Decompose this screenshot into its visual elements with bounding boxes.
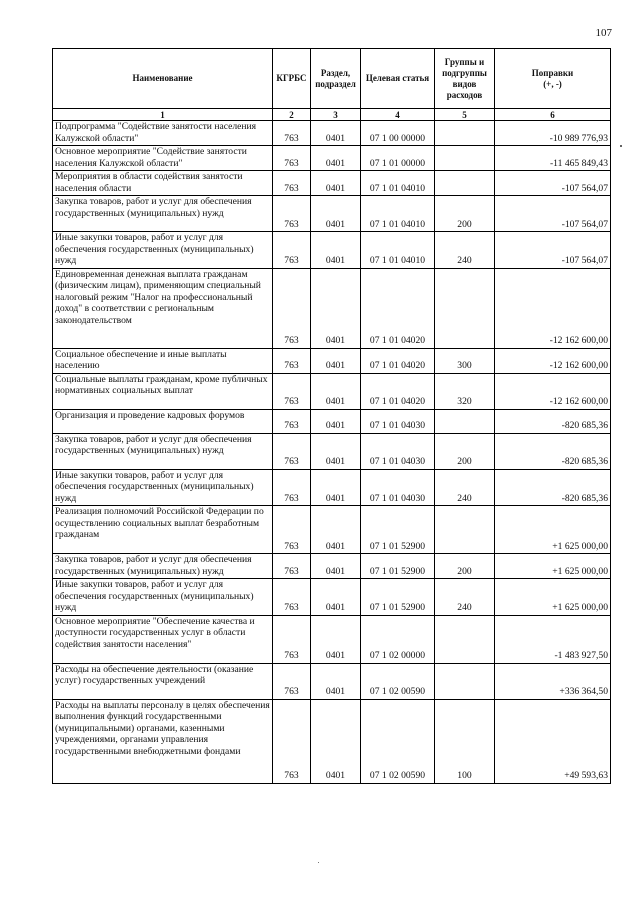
row-kgrbs: 763: [273, 579, 311, 616]
row-section: 0401: [311, 121, 361, 146]
table-row: [53, 433, 611, 469]
row-group: 200: [435, 433, 495, 469]
row-group: [435, 409, 495, 433]
table-row: [53, 171, 611, 196]
row-name: Социальное обеспечение и иные выплаты населению: [53, 348, 273, 373]
header-section: Раздел, подраздел: [311, 49, 361, 109]
row-kgrbs: 763: [273, 171, 311, 196]
row-section: 0401: [311, 348, 361, 373]
table-row: [53, 373, 611, 409]
row-group: 320: [435, 373, 495, 409]
row-amount: -12 162 600,00: [495, 348, 611, 373]
row-group: [435, 663, 495, 699]
column-index: 4: [361, 109, 435, 121]
row-target: 07 1 01 04020: [361, 268, 435, 348]
row-amount: -820 685,36: [495, 433, 611, 469]
header-amount: Поправки (+, -): [495, 49, 611, 109]
row-group: [435, 171, 495, 196]
row-name: Иные закупки товаров, работ и услуг для обеспечения государственных (муниципальных) нужд: [53, 232, 273, 269]
row-section: 0401: [311, 409, 361, 433]
row-target: 07 1 01 04010: [361, 171, 435, 196]
row-section: 0401: [311, 433, 361, 469]
row-section: 0401: [311, 469, 361, 506]
row-kgrbs: 763: [273, 554, 311, 579]
row-amount: -11 465 849,43: [495, 146, 611, 171]
row-target: 07 1 02 00590: [361, 699, 435, 783]
row-name: Иные закупки товаров, работ и услуг для обеспечения государственных (муниципальных) нужд: [53, 469, 273, 506]
row-target: 07 1 01 04030: [361, 409, 435, 433]
row-section: 0401: [311, 196, 361, 232]
table-row: [53, 268, 611, 348]
table-row: [53, 121, 611, 146]
table-row: [53, 146, 611, 171]
row-amount: -10 989 776,93: [495, 121, 611, 146]
row-name: Закупка товаров, работ и услуг для обеспечения государственных (муниципальных) нужд: [53, 196, 273, 232]
page-number: 107: [595, 27, 612, 39]
row-amount: -107 564,07: [495, 196, 611, 232]
table-row: [53, 579, 611, 616]
row-kgrbs: 763: [273, 146, 311, 171]
row-section: 0401: [311, 699, 361, 783]
row-name: Иные закупки товаров, работ и услуг для обеспечения государственных (муниципальных) нужд: [53, 579, 273, 616]
row-section: 0401: [311, 615, 361, 663]
row-kgrbs: 763: [273, 121, 311, 146]
row-kgrbs: 763: [273, 196, 311, 232]
row-amount: -12 162 600,00: [495, 373, 611, 409]
row-kgrbs: 763: [273, 409, 311, 433]
row-section: 0401: [311, 579, 361, 616]
row-amount: +1 625 000,00: [495, 506, 611, 554]
row-target: 07 1 01 52900: [361, 506, 435, 554]
row-amount: -1 483 927,50: [495, 615, 611, 663]
row-section: 0401: [311, 232, 361, 269]
header-kgrbs: КГРБС: [273, 49, 311, 109]
row-amount: -107 564,07: [495, 232, 611, 269]
row-amount: +49 593,63: [495, 699, 611, 783]
row-section: 0401: [311, 554, 361, 579]
row-group: 200: [435, 554, 495, 579]
header-target: Целевая статья: [361, 49, 435, 109]
row-name: Реализация полномочий Российской Федерации по осуществлению социальных выплат безработным гражданам: [53, 506, 273, 554]
table-row: [53, 348, 611, 373]
column-index: 2: [273, 109, 311, 121]
table-row: [53, 663, 611, 699]
row-name: Мероприятия в области содействия занятости населения области: [53, 171, 273, 196]
table-row: [53, 469, 611, 506]
table-row: [53, 554, 611, 579]
row-section: 0401: [311, 663, 361, 699]
row-group: 100: [435, 699, 495, 783]
row-name: Основное мероприятие "Обеспечение качества и доступности государственных услуг в области содействия занятости населения": [53, 615, 273, 663]
header-group: Группы и подгруппы видов расходов: [435, 49, 495, 109]
row-name: Подпрограмма "Содействие занятости населения Калужской области": [53, 121, 273, 146]
table-row: [53, 699, 611, 783]
row-amount: -107 564,07: [495, 171, 611, 196]
budget-amendments-table: [52, 48, 611, 784]
row-kgrbs: 763: [273, 469, 311, 506]
table-row: [53, 506, 611, 554]
row-name: Закупка товаров, работ и услуг для обеспечения государственных (муниципальных) нужд: [53, 433, 273, 469]
row-target: 07 1 01 04020: [361, 373, 435, 409]
table-row: [53, 196, 611, 232]
row-amount: +1 625 000,00: [495, 554, 611, 579]
row-group: 300: [435, 348, 495, 373]
row-name: Расходы на обеспечение деятельности (оказание услуг) государственных учреждений: [53, 663, 273, 699]
row-kgrbs: 763: [273, 373, 311, 409]
row-group: [435, 146, 495, 171]
row-kgrbs: 763: [273, 506, 311, 554]
column-index: 5: [435, 109, 495, 121]
row-name: Основное мероприятие "Содействие занятости населения Калужской области": [53, 146, 273, 171]
row-target: 07 1 01 52900: [361, 579, 435, 616]
row-kgrbs: 763: [273, 433, 311, 469]
row-name: Социальные выплаты гражданам, кроме публичных нормативных социальных выплат: [53, 373, 273, 409]
row-group: 200: [435, 196, 495, 232]
row-section: 0401: [311, 373, 361, 409]
row-name: Организация и проведение кадровых форумов: [53, 409, 273, 433]
row-group: [435, 506, 495, 554]
row-target: 07 1 01 00000: [361, 146, 435, 171]
row-name: Единовременная денежная выплата гражданам (физическим лицам), применяющим специальный налоговый режим "Налог на профессиональный доход" в соответствии с региональным законодательством: [53, 268, 273, 348]
row-kgrbs: 763: [273, 615, 311, 663]
row-kgrbs: 763: [273, 268, 311, 348]
column-index-row: [53, 109, 611, 121]
row-group: [435, 121, 495, 146]
row-amount: +1 625 000,00: [495, 579, 611, 616]
row-kgrbs: 763: [273, 699, 311, 783]
row-amount: +336 364,50: [495, 663, 611, 699]
table-row: [53, 409, 611, 433]
row-group: 240: [435, 232, 495, 269]
scan-mark: [318, 862, 319, 863]
row-target: 07 1 01 04030: [361, 469, 435, 506]
row-target: 07 1 01 04010: [361, 196, 435, 232]
row-target: 07 1 01 04030: [361, 433, 435, 469]
column-index: 6: [495, 109, 611, 121]
row-amount: -12 162 600,00: [495, 268, 611, 348]
row-amount: -820 685,36: [495, 409, 611, 433]
row-section: 0401: [311, 506, 361, 554]
row-name: Закупка товаров, работ и услуг для обеспечения государственных (муниципальных) нужд: [53, 554, 273, 579]
row-group: [435, 268, 495, 348]
row-section: 0401: [311, 146, 361, 171]
row-kgrbs: 763: [273, 663, 311, 699]
row-kgrbs: 763: [273, 348, 311, 373]
column-index: 3: [311, 109, 361, 121]
row-group: 240: [435, 469, 495, 506]
column-index: 1: [53, 109, 273, 121]
row-name: Расходы на выплаты персоналу в целях обеспечения выполнения функций государственными (муниципальными) органами, казенными учреждениями, органами управления государственными внебюджетными фондами: [53, 699, 273, 783]
header-name: Наименование: [53, 49, 273, 109]
scan-dot: [620, 145, 622, 147]
row-section: 0401: [311, 268, 361, 348]
row-group: 240: [435, 579, 495, 616]
row-kgrbs: 763: [273, 232, 311, 269]
row-target: 07 1 01 52900: [361, 554, 435, 579]
table-row: [53, 232, 611, 269]
header-row: [53, 49, 611, 109]
row-target: 07 1 01 04020: [361, 348, 435, 373]
row-section: 0401: [311, 171, 361, 196]
row-group: [435, 615, 495, 663]
row-amount: -820 685,36: [495, 469, 611, 506]
row-target: 07 1 01 04010: [361, 232, 435, 269]
row-target: 07 1 02 00000: [361, 615, 435, 663]
table-row: [53, 615, 611, 663]
row-target: 07 1 02 00590: [361, 663, 435, 699]
row-target: 07 1 00 00000: [361, 121, 435, 146]
